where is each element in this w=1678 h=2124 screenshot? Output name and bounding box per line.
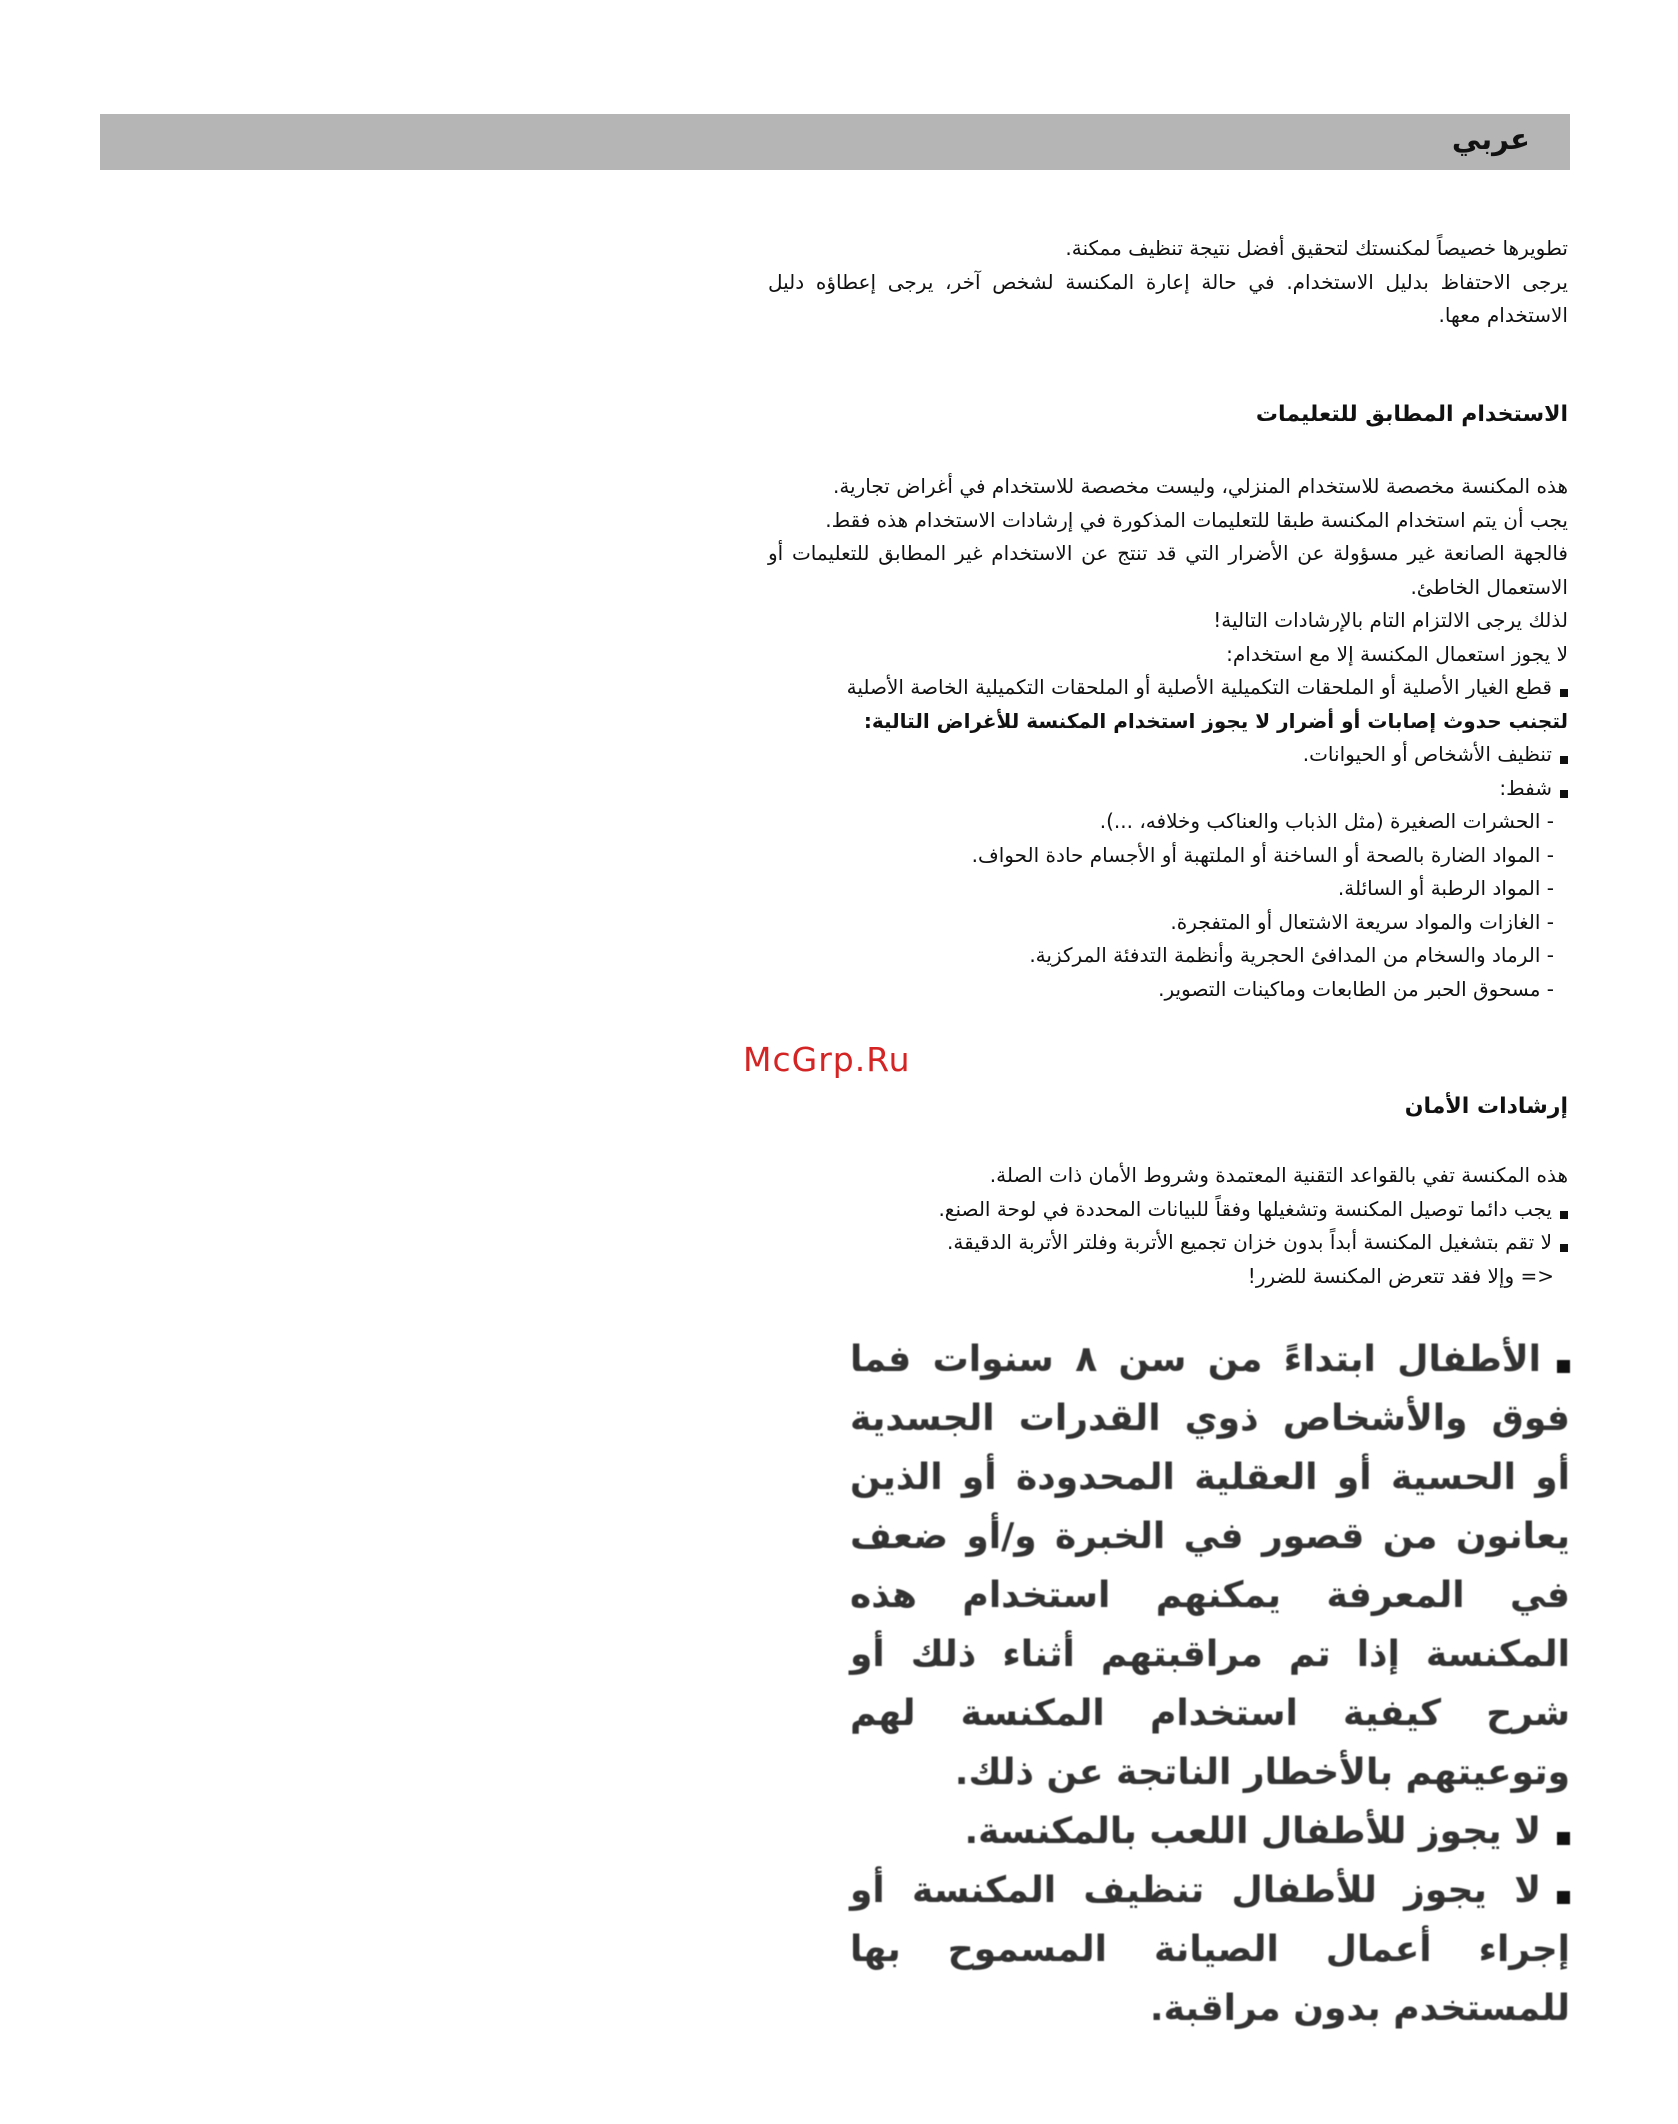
children-warning-section — [850, 1330, 1570, 2038]
usage-heading: الاستخدام المطابق للتعليمات — [1255, 402, 1568, 427]
bullet-suction: شفط: — [768, 772, 1568, 806]
watermark: McGrp.Ru — [743, 1040, 911, 1079]
usage-paragraph: فالجهة الصانعة غير مسؤولة عن الأضرار التي قد تنتج عن الاستخدام غير المطابق للتعليمات أو الاستعمال الخاطئ. — [768, 541, 1568, 599]
safety-heading: إرشادات الأمان — [1404, 1094, 1568, 1119]
warning-heading: لتجنب حدوث إصابات أو أضرار لا يجوز استخدام المكنسة للأغراض التالية: — [863, 708, 1568, 733]
bullet-no-dust-container: لا تقم بتشغيل المكنسة أبداً بدون خزان تجميع الأتربة وفلتر الأتربة الدقيقة. — [768, 1226, 1568, 1260]
intro-paragraph: تطويرها خصيصاً لمكنستك لتحقيق أفضل نتيجة تنظيف ممكنة. — [1065, 236, 1568, 260]
bullet-children-cleaning: لا يجوز للأطفال تنظيف المكنسة أو إجراء أعمال الصيانة المسموح بها للمستخدم بدون مراقبة. — [850, 1861, 1570, 2038]
safety-paragraph: هذه المكنسة تفي بالقواعد التقنية المعتمدة وشروط الأمان ذات الصلة. — [989, 1163, 1568, 1187]
intro-section — [768, 232, 1568, 333]
bullet-original-parts: قطع الغيار الأصلية أو الملحقات التكميلية الأصلية أو الملحقات التكميلية الخاصة الأصلية — [768, 671, 1568, 705]
bullet-children-play: لا يجوز للأطفال اللعب بالمكنسة. — [850, 1802, 1570, 1861]
language-header-bar — [100, 114, 1570, 170]
suction-item: - المواد الرطبة أو السائلة. — [1337, 876, 1554, 900]
intro-paragraph: يرجى الاحتفاظ بدليل الاستخدام. في حالة إعارة المكنسة لشخص آخر، يرجى إعطاؤه دليل الاستخدام معها. — [768, 269, 1568, 327]
usage-paragraph: هذه المكنسة مخصصة للاستخدام المنزلي، وليست مخصصة للاستخدام في أغراض تجارية. — [832, 474, 1568, 498]
bullet-connection: يجب دائما توصيل المكنسة وتشغيلها وفقاً للبيانات المحددة في لوحة الصنع. — [768, 1193, 1568, 1227]
suction-item: - مسحوق الحبر من الطابعات وماكينات التصوير. — [1158, 976, 1554, 1001]
usage-section — [768, 470, 1568, 1006]
suction-item: - الرماد والسخام من المدافئ الحجرية وأنظمة التدفئة المركزية. — [1029, 943, 1554, 967]
language-title: عربي — [1451, 122, 1530, 156]
bullet-cleaning-people: تنظيف الأشخاص أو الحيوانات. — [768, 738, 1568, 772]
usage-paragraph: يجب أن يتم استخدام المكنسة طبقا للتعليمات المذكورة في إرشادات الاستخدام هذه فقط. — [825, 507, 1568, 532]
suction-item: - الحشرات الصغيرة (مثل الذباب والعناكب وخلافه، ...). — [1099, 809, 1554, 833]
usage-paragraph: لا يجوز استعمال المكنسة إلا مع استخدام: — [1226, 641, 1568, 666]
safety-section — [768, 1159, 1568, 1293]
damage-note: <= وإلا فقد تتعرض المكنسة للضرر! — [1247, 1263, 1554, 1288]
suction-item: - المواد الضارة بالصحة أو الساخنة أو الملتهبة أو الأجسام حادة الحواف. — [971, 842, 1554, 867]
bullet-children-usage: الأطفال ابتداءً من سن ٨ سنوات فما فوق والأشخاص ذوي القدرات الجسدية أو الحسية أو العقلية المحدودة أو الذين يعانون من قصور في الخبرة و/أو ضعف في المعرفة يمكنهم استخدام هذه المكنسة إذا تم مراقبتهم أثناء ذلك أو شرح كيفية استخدام المكنسة لهم وتوعيتهم بالأخطار الناتجة عن ذلك. — [850, 1330, 1570, 1802]
suction-item: - الغازات والمواد سريعة الاشتعال أو المتفجرة. — [1170, 909, 1554, 934]
usage-paragraph: لذلك يرجى الالتزام التام بالإرشادات التالية! — [1213, 608, 1568, 632]
